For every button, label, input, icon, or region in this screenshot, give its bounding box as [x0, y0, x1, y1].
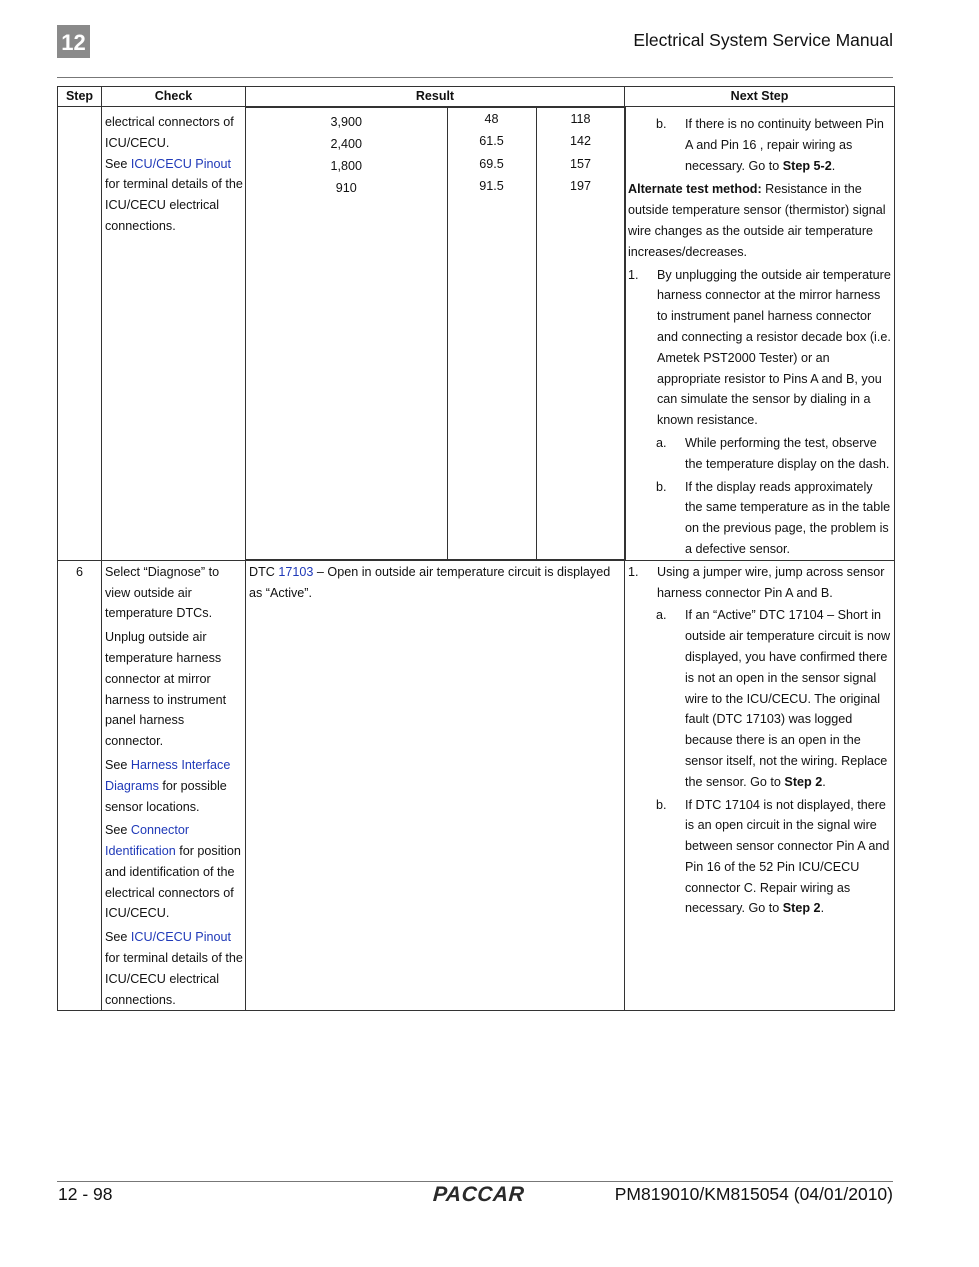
result-cell	[246, 107, 625, 561]
check-text: Select “Diagnose” to view outside air temperature DTCs.	[105, 564, 220, 621]
step-cell	[58, 107, 102, 561]
chapter-badge: 12	[57, 25, 90, 58]
list-item	[656, 114, 892, 176]
list-marker: 1.	[628, 564, 639, 579]
temperature-value: 142	[569, 134, 591, 149]
result-cell	[246, 560, 625, 1011]
list-marker: 1.	[628, 267, 639, 282]
step-reference: Step 5-2	[782, 158, 832, 173]
next-step-text: If there is no continuity between Pin A and Pin 16 , repair wiring as necessary. Go to	[685, 117, 884, 173]
resistance-value: 910	[335, 181, 357, 195]
connector-identification-link[interactable]: Connector Identification	[105, 823, 190, 859]
resistance-column	[246, 108, 447, 560]
check-text: for possible sensor locations.	[105, 778, 227, 814]
punctuation: .	[822, 774, 826, 789]
list-item	[656, 605, 892, 792]
temperature-value: 69.5	[479, 156, 504, 171]
page-number: 12 - 98	[58, 1184, 113, 1204]
list-marker: b.	[656, 117, 667, 131]
dtc-17103-link[interactable]: 17103	[278, 564, 314, 579]
resistance-value: 2,400	[330, 137, 362, 151]
temperature-value: 157	[569, 156, 591, 171]
table-row	[58, 107, 895, 561]
temperature-value: 91.5	[479, 179, 504, 194]
resistance-temperature-table	[246, 107, 626, 560]
document-title: Electrical System Service Manual	[633, 30, 893, 50]
list-marker: b.	[656, 479, 667, 494]
result-text: – Open in outside air temperature circuit is displayed as “Active”.	[249, 564, 611, 600]
temp-f-column	[536, 108, 625, 560]
icu-cecu-pinout-link[interactable]: ICU/CECU Pinout	[130, 156, 232, 171]
diagnostic-table	[57, 86, 895, 1011]
result-text: DTC	[249, 564, 279, 579]
next-step-cell	[625, 560, 895, 1011]
see-prefix: See	[105, 823, 131, 838]
next-step-text: If the display reads approximately the same temperature as in the table on the previous page, the problem is a defective sensor.	[685, 479, 891, 556]
harness-interface-diagrams-link[interactable]: Harness Interface Diagrams	[105, 757, 231, 793]
alternate-method-text: Resistance in the outside temperature sensor (thermistor) signal wire changes as the outside air temperature increases/decreases.	[628, 182, 886, 259]
check-text: for terminal details of the ICU/CECU electrical connections.	[105, 177, 243, 233]
footer-divider	[57, 1181, 893, 1182]
table-row	[58, 560, 895, 1011]
list-marker: b.	[656, 797, 667, 812]
temperature-value: 118	[570, 112, 591, 126]
resistance-value: 1,800	[330, 159, 362, 173]
list-item	[656, 795, 892, 920]
next-step-text: While performing the test, observe the temperature display on the dash.	[685, 435, 890, 471]
temperature-value: 197	[569, 179, 591, 194]
step-number: 6	[75, 564, 83, 579]
table-header-row	[58, 87, 895, 107]
step-reference: Step 2	[784, 774, 823, 789]
temperature-value: 48	[484, 112, 499, 126]
next-step-text: By unplugging the outside air temperature harness connector at the mirror harness to instrument panel harness connector and connecting a resistor decade box (i.e. Ametek PST2000 Tester) or an appropriate resistor to Pins A and B, you can simulate the sensor by dialing in a known resistance.	[657, 267, 891, 428]
next-step-text: If DTC 17104 is not displayed, there is an open circuit in the signal wire between sensor connector Pin A and Pin 16 of the 52 Pin ICU/CECU connector C. Repair wiring as necessary. Go to	[685, 797, 890, 916]
icu-cecu-pinout-link[interactable]: ICU/CECU Pinout	[130, 930, 232, 945]
list-item	[628, 265, 892, 431]
header-step: Step	[58, 87, 102, 107]
temperature-value: 61.5	[479, 134, 504, 149]
check-text: for position and identification of the electrical connectors of ICU/CECU.	[105, 844, 241, 921]
punctuation: .	[820, 901, 825, 916]
alternate-method	[628, 179, 892, 262]
header-divider	[57, 77, 893, 78]
header-next-step: Next Step	[625, 87, 895, 107]
next-step-cell	[625, 107, 895, 561]
check-cell	[102, 560, 246, 1011]
list-item	[628, 562, 892, 604]
list-marker: a.	[656, 608, 667, 623]
see-prefix: See	[105, 156, 131, 171]
step-reference: Step 2	[782, 901, 821, 916]
list-item	[656, 433, 892, 475]
step-cell	[58, 560, 102, 1011]
document-code: PM819010/KM815054 (04/01/2010)	[614, 1184, 893, 1204]
resistance-value: 3,900	[330, 115, 362, 129]
alternate-method-label: Alternate test method:	[628, 182, 762, 197]
check-text: for terminal details of the ICU/CECU electrical connections.	[105, 951, 243, 1007]
paccar-logo: PACCAR	[432, 1183, 526, 1206]
temp-c-column	[447, 108, 536, 560]
check-text: electrical connectors of ICU/CECU.	[105, 115, 234, 150]
check-text: Unplug outside air temperature harness connector at mirror harness to instrument panel harness connector.	[105, 630, 227, 749]
punctuation: .	[831, 158, 836, 173]
see-prefix: See	[105, 757, 131, 772]
next-step-text: If an “Active” DTC 17104 – Short in outside air temperature circuit is now displayed, you have confirmed there is not an open in the sensor signal wire to the ICU/CECU. The original fault (DTC 17103) was logged because there is an open in the sensor itself, not the wiring. Replace the sensor. Go to	[685, 608, 891, 789]
list-marker: a.	[656, 435, 667, 450]
see-prefix: See	[105, 930, 131, 945]
check-cell	[102, 107, 246, 561]
header-check: Check	[102, 87, 246, 107]
header-result: Result	[246, 87, 625, 107]
list-item	[656, 477, 892, 560]
next-step-text: Using a jumper wire, jump across sensor harness connector Pin A and B.	[657, 564, 885, 600]
